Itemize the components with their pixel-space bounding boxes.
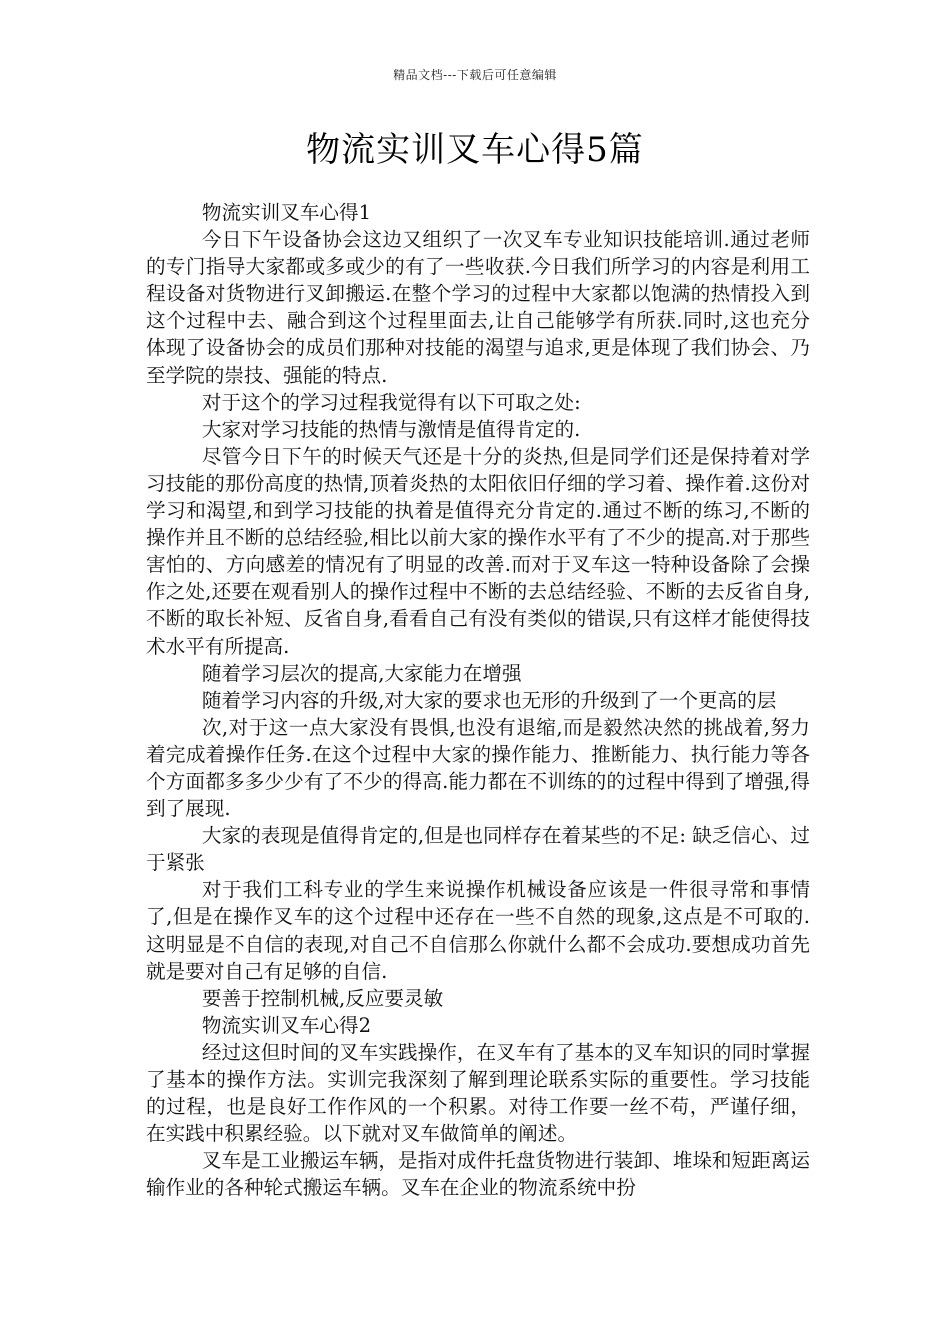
document-title: 物流实训叉车心得5篇 bbox=[306, 130, 644, 170]
section-heading: 物流实训叉车心得1 bbox=[201, 201, 372, 224]
section-heading: 物流实训叉车心得2 bbox=[201, 1013, 372, 1037]
paragraph: 要善于控制机械,反应要灵敏 bbox=[201, 986, 444, 1010]
paragraph: 次,对于这一点大家没有畏惧,也没有退缩,而是毅然决然的挑战着,努力着完成着操作任务.在这个过程中大家的操作能力、推断能力、执行能力等各个方面都多多少少有了不少的得高.能力都在不训练的的过程中得到了增强,得到了展现. bbox=[146, 715, 810, 821]
paragraph: 对于这个的学习过程我觉得有以下可取之处: bbox=[201, 390, 581, 414]
document-body bbox=[146, 199, 810, 1201]
paragraph: 尽管今日下午的时候天气还是十分的炎热,但是同学们还是保持着对学习技能的那份高度的热情,顶着炎热的太阳依旧仔细的学习着、操作着.这份对学习和渴望,和到学习技能的执着是值得充分肯定的.通过不断的练习,不断的操作并且不断的总结经验,相比以前大家的操作水平有了不少的提高.对于那些害怕的、方向感差的情况有了明显的改善.而对于叉车这一特种设备除了会操作之处,还要在观看别人的操作过程中不断的去总结经验、不断的去反省自身,不断的取长补短、反省自身,看看自己有没有类似的错误,只有这样才能使得技术水平有所提高. bbox=[146, 444, 810, 658]
paragraph: 今日下午设备协会这边又组织了一次叉车专业知识技能培训.通过老师的专门指导大家都或多或少的有了一些收获.今日我们所学习的内容是利用工程设备对货物进行叉卸搬运.在整个学习的过程中大家都以饱满的热情投入到这个过程中去、融合到这个过程里面去,让自己能够学有所获.同时,这也充分体现了设备协会的成员们那种对技能的渴望与追求,更是体现了我们协会、乃至学院的崇技、强能的特点. bbox=[146, 228, 810, 387]
paragraph: 随着学习层次的提高,大家能力在增强 bbox=[201, 661, 522, 685]
paragraph: 经过这但时间的叉车实践操作，在叉车有了基本的叉车知识的同时掌握了基本的操作方法。实训完我深刻了解到理论联系实际的重要性。学习技能的过程，也是良好工作作风的一个积累。对待工作要一丝不苟，严谨仔细，在实践中积累经验。以下就对叉车做简单的阐述。 bbox=[146, 1040, 810, 1146]
paragraph: 大家的表现是值得肯定的,但是也同样存在着某些的不足: 缺乏信心、过于紧张 bbox=[146, 824, 810, 875]
header-note: 精品文档---下载后可任意编辑 bbox=[393, 68, 557, 82]
paragraph: 叉车是工业搬运车辆，是指对成件托盘货物进行装卸、堆垛和短距离运输作业的各种轮式搬运车辆。叉车在企业的物流系统中扮 bbox=[146, 1149, 810, 1200]
paragraph: 随着学习内容的升级,对大家的要求也无形的升级到了一个更高的层 bbox=[201, 688, 777, 712]
paragraph: 大家对学习技能的热情与激情是值得肯定的. bbox=[201, 417, 581, 441]
paragraph: 对于我们工科专业的学生来说操作机械设备应该是一件很寻常和事情了,但是在操作叉车的这个过程中还存在一些不自然的现象,这点是不可取的.这明显是不自信的表现,对自己不自信那么你就什么都不会成功.要想成功首先就是要对自己有足够的自信. bbox=[146, 878, 810, 983]
